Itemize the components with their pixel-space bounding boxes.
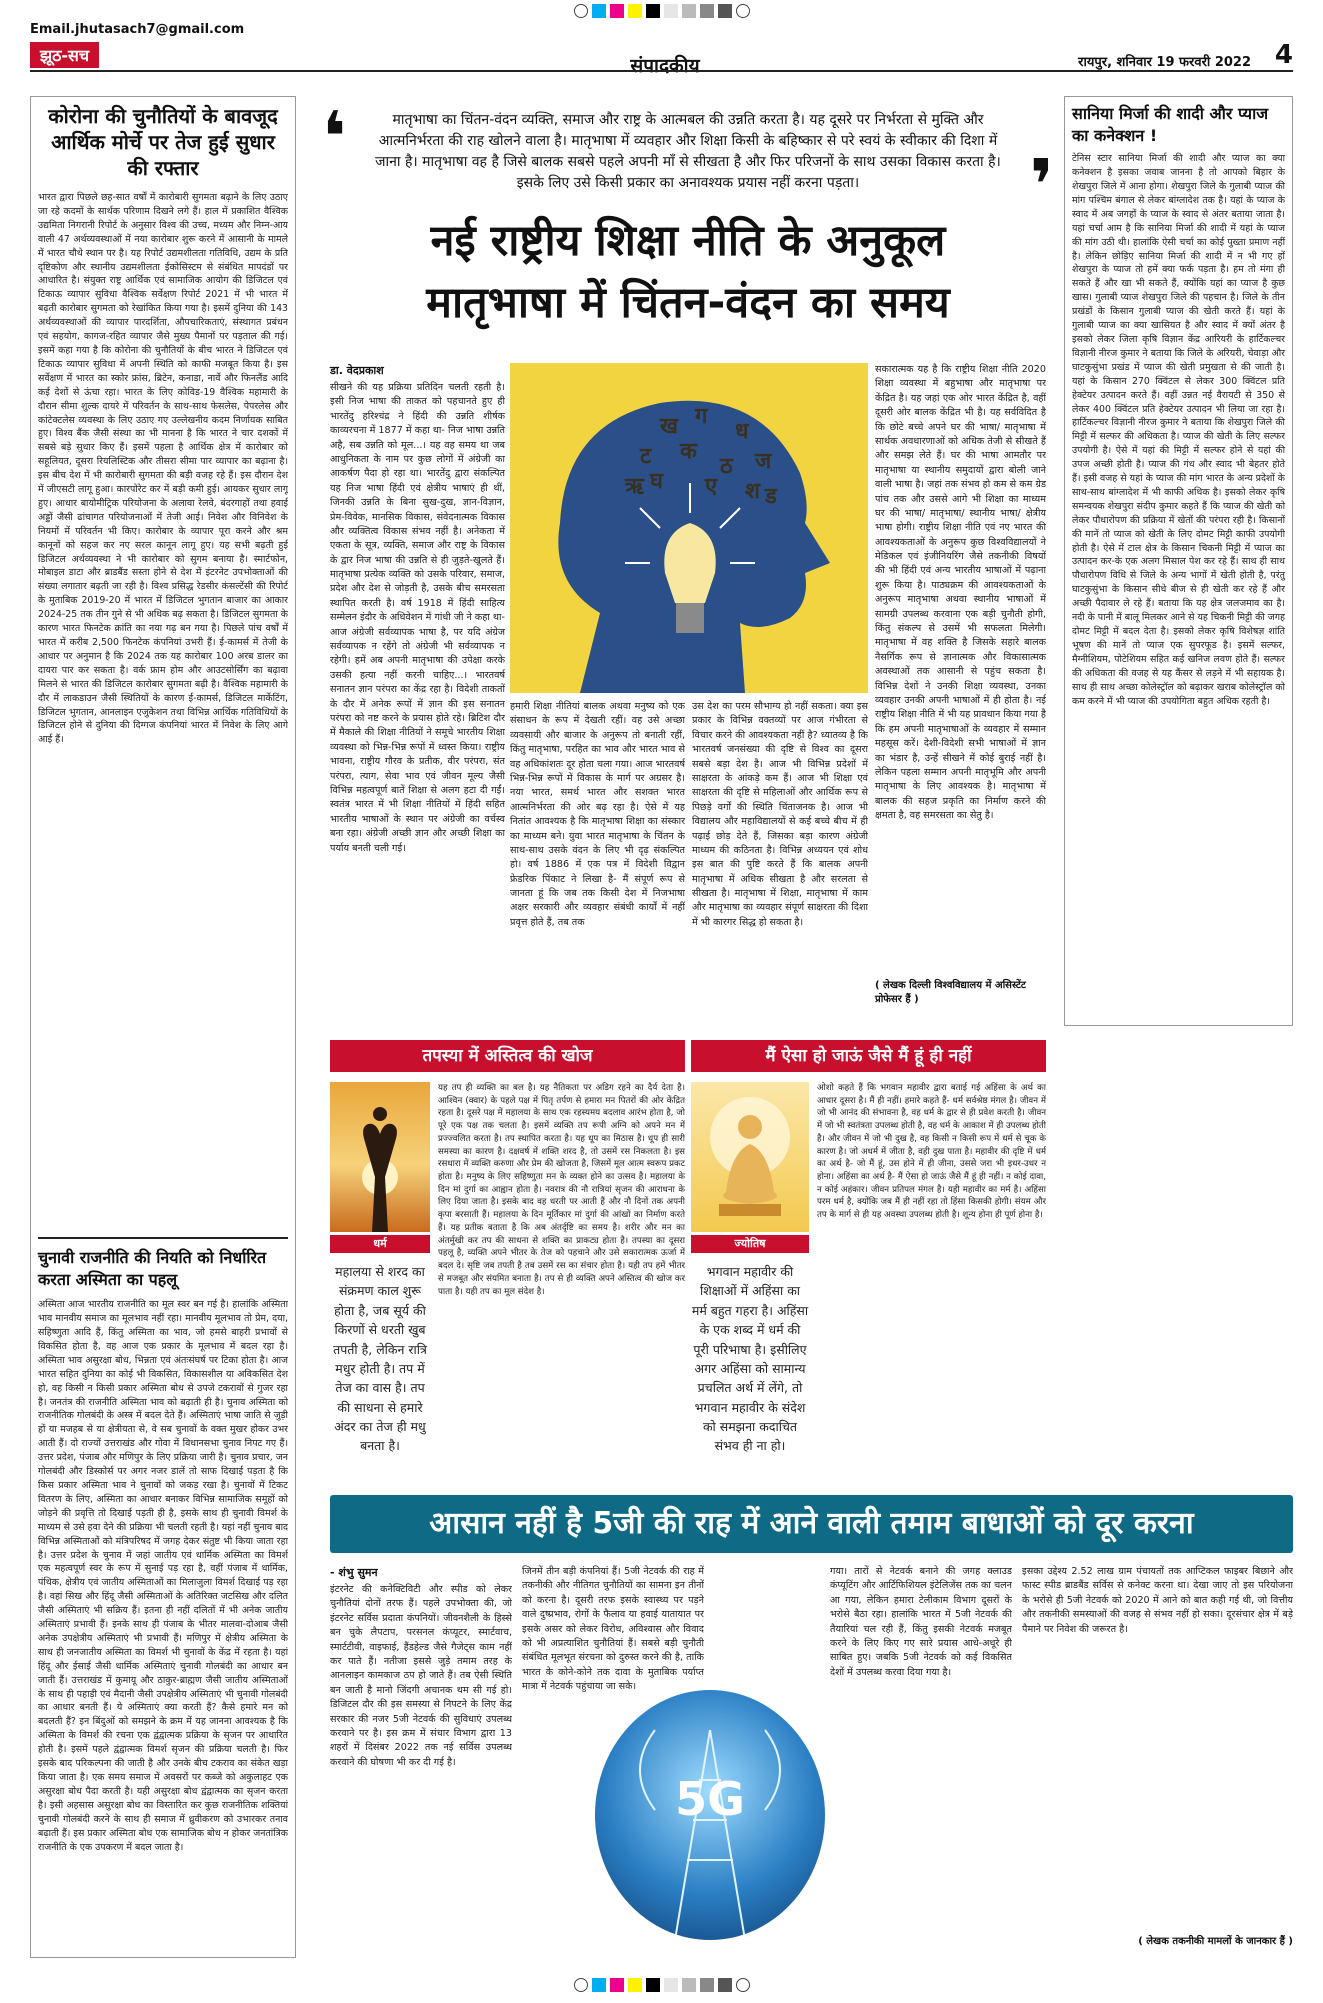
article-column: हमारी शिक्षा नीतियां बालक अथवा मनुष्य को एक संसाधन के रूप में देखती रहीं। वह उसे अच्छा व्यवसायी और बाजार के अनुरूप तो बनाती रहीं, किंतु मातृभाषा, परहित का भाव और भारत भाव से वह अधिकांशतः दूर होता चला गया। आज भारतवर्ष भिन्न-भिन्न रूपों में विकास के मार्ग पर अग्रसर है। नया भारत, समर्थ भारत और सशक्त भारत आत्मनिर्भरता की ओर बढ़ रहा है। ऐसे में यह नितांत आवश्यक है कि मातृभाषा शिक्षा का संस्कार का माध्यम बने। युवा भारत मातृभाषा के चिंतन के साथ-साथ उसके वंदन के लिए भी दृढ़ संकल्पित हो। वर्ष 1886 में एक पत्र में विदेशी विद्वान फ्रेडरिक पिंकाट ने लिखा है- मैं संपूर्ण रूप से जानता हूं कि जब तक किसी देश में निजभाषा अक्षर सरकारी और व्यवहार संबंधी कार्यों में नहीं प्रवृत्त होते हैं, तब तक bbox=[510, 701, 685, 928]
story-body: भारत द्वारा पिछले छह-सात वर्षों में कारोबारी सुगमता बढ़ाने के लिए उठाए जा रहे कदमों के सार्थक परिणाम दिखने लगे हैं। हाल में प्रकाशित वैश्विक उद्यमिता निगरानी रिपोर्ट के अनुसार विश्व की उच्च, मध्यम और निम्न-आय वाली 47 अर्थव्यवस्थाओं में नया कारोबार शुरू करने में आसानी के मामले में भारत चौथे स्थान पर है। यह रिपोर्ट उद्यमशीलता गतिविधि, उद्यम के प्रति दृष्टिकोण और स्थानीय उद्यमशीलता ईकोसिस्टम से संबंधित मापदंडों पर आधारित है। संयुक्त राष्ट्र आर्थिक एवं सामाजिक आयोग की डिजिटल एवं टिकाऊ व्यापार सुविधा वैश्विक सर्वेक्षण रिपोर्ट 2021 में भी भारत में बढ़ती कारोबार सुगमता को रेखांकित किया गया है। इसमें दुनिया की 143 अर्थव्यवस्थाओं की व्यापार पारदर्शिता, औपचारिकताएं, संस्थागत प्रबंधन एवं सहयोग, कागज-रहित व्यापार जैसे मुख्य पैमानों पर पड़ताल की गई। इसमें कहा गया है कि कोरोना की चुनौतियों के बीच भारत ने डिजिटल एवं टिकाऊ व्यापार सुविधा में अपनी स्थिति को काफी मजबूत किया है। इस सर्वेक्षण में भारत का स्कोर फ्रांस, ब्रिटेन, कनाडा, नार्वे और फिनलैंड आदि कई देशों से ऊंचा रहा। भारत के लिए कोविड-19 वैश्विक महामारी के दौरान सीमा शुल्क दायरे में परिवर्तन के साथ-साथ फेसलेस, पेपरलेस और कांटेक्टलेस व्यवस्था के लिए उठाए गए उल्लेखनीय कदम निर्णायक साबित हुए। विश्व बैंक जैसी संस्था का भी मानना है कि भारत ने चार दशकों में सबसे बड़े सुधार किए हैं। इसमें पहला है आर्थिक क्षेत्र में कारोबार को सहूलियत, दूसरा रियलिस्टिक और तीसरा सीमा पार व्यापार का बढ़ाना है। इस बीच देश में भी कारोबारी सुगमता की बड़ी वजह रहे हैं। इस दौरान देश में जीएसटी लागू हुआ। कारपोरेट कर में बड़ी कमी हुई। आयकर सुधार लागू हुए। आधार बायोमीट्रिक परियोजना के अलावा रेलवे, बंदरगाहों तथा हवाई अड्डों जैसी ढांचागत परियोजनाओं में तेजी आई। निवेश और विनिवेश के नियमों में परिवर्तन भी किए। कारोबार के व्यापार पूरा करने और श्रम कानूनों को सहज कर नए सरल कानून लागू हुए। यह सभी बढ़ती हुई डिजिटल अर्थव्यवस्था ने भी कारोबार को सुगम बनाया है। स्मार्टफोन, मोबाइल डाटा और ब्राडबैंड सस्ता होने से देश में इंटरनेट उपभोक्ताओं की संख्या लगातार बढ़ती जा रही है। विश्व प्रसिद्ध रेडसीर कंसल्टेंसी की रिपोर्ट के मुताबिक 2019-20 में भारत में डिजिटल भुगतान बाजार का आकार 2024-25 तक तीन गुने से भी अधिक बढ़ सकता है। डिजिटल सुगमता के कारण भारत फिनटेक क्रांति का नया गढ़ बन गया है। पिछले पांच वर्षों में भारत में करीब 2,500 फिनटेक कंपनियां उभरी हैं। ई-कामर्स में तेजी के आधार पर अनुमान है कि 2024 तक यह कारोबार 100 अरब डालर का दायरा पार कर सकता है। वर्क फ्राम होम और आउटसोर्सिंग का बढ़ावा मिलने से भारत की डिजिटल कारोबार सुगमता बढ़ी है। वैश्विक महामारी के दौर में लाकडाउन जैसी स्थितियों के कारण ई-कामर्स, डिजिटल मार्केटिंग, डिजिटल भुगतान, आनलाइन एजुकेशन तथा विभिन्न आर्थिक गतिविधियों के डिजिटल होने से दुनिया की दिग्गज कंपनियां भारत में निवेश के लिए आगे आई हैं। bbox=[38, 192, 288, 746]
color-chip bbox=[628, 1978, 642, 1992]
section-label: संपादकीय bbox=[618, 55, 711, 77]
5g-article bbox=[330, 1495, 1293, 1958]
left-column bbox=[30, 96, 296, 1958]
author-note: ( लेखक दिल्ली विश्वविद्यालय में असिस्टेंट प्रोफेसर हैं ) bbox=[875, 980, 1026, 1005]
page-number: 4 bbox=[1274, 40, 1293, 70]
story-body: टेनिस स्टार सानिया मिर्जा की शादी और प्याज का क्या कनेक्शन है इसका जवाब जानना है तो आपको बिहार के शेखपुरा जिले में आना होगा। शेखपुरा जिले के गुलाबी प्याज की मांग पश्चिम बंगाल से लेकर बांग्लादेश तक है। यहां के प्याज के स्वाद में अब जगहों के प्याज के स्वाद से अंतर बताया जाता है। यहां चर्चा आम है कि सानिया मिर्जा की शादी में यहां के प्याज की मांग उठी थी। हालांकि ऐसी चर्चा का कोई पुख्ता प्रमाण नहीं है। लेकिन छोड़िए सानिया मिर्जा की शादी में न भी गए हों शेखपुरा के प्याज तो हमें क्या फर्क पड़ता है। हम तो मंगा ही सकते हैं और खा भी सकते हैं, क्योंकि यहां का प्याज है कुछ खास। गुलाबी प्याज शेखपुरा जिले की पहचान है। जिले के तीन प्रखंडों के किसान गुलाबी प्याज की खेती करते हैं। यहां के गुलाबी प्याज का क्या खासियत है और स्वाद में क्यों अंतर है इसको लेकर जिला कृषि विज्ञान केंद्र आरियरी के हार्टिकल्चर विज्ञानी नीरज कुमार ने बताया कि जिले के अरियरी, चेवाड़ा और घाटकुसुंभा प्रखंड में प्याज की खेती प्रमुखता से की जाती है। यहां के किसान 270 क्विंटल से लेकर 300 क्विंटल प्रति हेक्टेयर उत्पादन करते हैं। वहीं उन्नत नई वैरायटी से 350 से लेकर 400 क्विंटल प्रति हेक्टेयर उत्पादन भी लिया जा रहा है। हार्टिकल्चर विज्ञानी नीरज कुमार ने बताया कि शेखपुरा जिले की मिट्टी में सल्फर की अधिकता है। प्याज की खेती के लिए सल्फर उपयोगी है। ऐसे में यहां की मिट्टी में सल्फर होने से यहां की उपज अच्छी होती है। प्याज की गंध और स्वाद भी बेहतर होते हैं। इसी वजह से यहां के प्याज की मांग भारत के अन्य प्रदेशों के साथ-साथ बांग्लादेश में भी काफी अधिक है। इसको लेकर कृषि समन्वयक शेखपुरा संदीप कुमार कहते हैं कि प्याज की खेती को लेकर पौधारोपण की प्रक्रिया में खेतों की परंपरा रही है। किसानों की मानें तो प्याज को खेती के लिए दोमट मिट्टी काफी उपयोगी होती है। ऐसे में टाल क्षेत्र के किसान चिकनी मिट्टी में प्याज का उत्पादन कर-के एक अलग मिसाल पेश कर रहे हैं। साथ ही साथ पौधारोपण विधि से जिले के अन्य भागों में खेती होती है, परंतु घाटकुसुंभा के किसान सीधे बीज से ही खेती कर रहे हैं और अच्छी पैदावार ले रहे हैं। बताया कि यह क्षेत्र जलजमाव का है। नदी के पानी में बालू मिलकर आने से यह चिकनी मिट्टी की जगह दोमट मिट्टी में बदल देता है। इसको लेकर कृषि विशेषज्ञ शांति भूषण की मानें तो प्याज एक सुपरफूड है। इसमें सल्फर, मैग्नीशियम, पोटेशियम सहित कई खनिज लवण होते हैं। सल्फर की अधिकता की वजह से यह कैंसर से लड़ने में भी सहायक है। साथ ही साथ अच्छा कोलेस्ट्रॉल को बढ़ाकर खराब कोलेस्ट्रॉल को कम करने में भी प्याज की उपयोगिता बहुत अधिक रहती है। bbox=[1072, 153, 1285, 707]
story-title: चुनावी राजनीति की नियति को निर्धारित करता अस्मिता का पहलू bbox=[38, 1237, 288, 1290]
svg-text:ध: ध bbox=[735, 419, 749, 444]
close-quote-icon: ❜ bbox=[1029, 144, 1054, 226]
section-label-wrap bbox=[450, 46, 880, 77]
color-chip bbox=[718, 4, 732, 18]
color-chip bbox=[700, 1978, 714, 1992]
paper-name: झूठ-सच bbox=[30, 42, 99, 68]
category-tag: ज्योतिष bbox=[691, 1235, 809, 1253]
color-chip bbox=[664, 4, 678, 18]
author-byline: - शंभु सुमन bbox=[330, 1566, 378, 1579]
article-column: जिनमें तीन बड़ी कंपनियां हैं। 5जी नेटवर्क की राह में तकनीकी और नीतिगत चुनौतियों का सामना इन तीनों को करना है। दूसरी तरफ इसके स्वास्थ्य पर पड़ने वाले दुष्प्रभाव, रोगों के फैलाव या हवाई यातायात पर इसके असर को लेकर विरोध, अविश्वास और विवाद को भी अप्रत्याशित चुनौतियां हैं। सबसे बड़ी चुनौती संबंधित मूलभूत संरचना को दुरुस्त करने की है, ताकि भारत के कोने-कोने तक दावा के मुताबिक पर्याप्त मात्रा में नेटवर्क पहुंचाया जा सके। bbox=[522, 1566, 704, 1693]
registration-mark bbox=[736, 1978, 750, 1992]
5g-label: 5G bbox=[675, 1772, 745, 1826]
story-title: आसान नहीं है 5जी की राह में आने वाली तमाम बाधाओं को दूर करना bbox=[330, 1495, 1293, 1553]
color-chip bbox=[682, 4, 696, 18]
story-title: तपस्या में अस्तित्व की खोज bbox=[330, 1040, 685, 1072]
svg-text:ड: ड bbox=[765, 484, 777, 509]
color-chip bbox=[628, 4, 642, 18]
registration-mark bbox=[574, 4, 588, 18]
color-chip bbox=[646, 1978, 660, 1992]
meditation-silhouette-icon bbox=[330, 1082, 430, 1232]
edition-date: रायपुर, शनिवार 19 फरवरी 2022 bbox=[1078, 55, 1251, 70]
spiritual-section bbox=[330, 1040, 1046, 1480]
pull-quote-text: मातृभाषा का चिंतन-वंदन व्यक्ति, समाज और राष्ट्र के आत्मबल की उन्नति करता है। यह दूसरे पर निर्भरता से मुक्ति और आत्मनिर्भरता की राह खोलने वाला है। मातृभाषा में व्यवहार और शिक्षा किसी के बहिष्कार से परे स्वयं के स्वीकार की दिशा में जाना है। मातृभाषा वह है जिसे बालक सबसे पहले अपनी माँ से सीखता है और फिर परिजनों के साथ उसका विकास करता है। इसके लिए उसे किसी प्रकार का अनावश्यक प्रयास नहीं करना पड़ता। bbox=[375, 112, 1001, 191]
article-column: इसका उद्देश्य 2.52 लाख ग्राम पंचायतों तक आप्टिकल फाइबर बिछाने और फास्ट स्पीड ब्राडबैंड सर्विस से कनेक्ट करना था। देखा जाए तो इस परियोजना के भरोसे ही 5जी नेटवर्क को 2020 में आने को बात कही गई थी, जो वित्तीय और तकनीकी समस्याओं की वजह से संभव नहीं हो सका। दूरसंचार क्षेत्र में बड़े पैमाने पर निवेश की जरूरत है। bbox=[1022, 1566, 1293, 1635]
headline-line: मातृभाषा में चिंतन-वंदन का समय bbox=[426, 278, 950, 329]
tapasya-article bbox=[330, 1040, 685, 1480]
svg-text:ख: ख bbox=[660, 414, 678, 439]
main-article bbox=[330, 355, 1046, 1015]
svg-text:श: श bbox=[745, 479, 760, 504]
color-chip bbox=[592, 4, 606, 18]
svg-text:ठ: ठ bbox=[720, 454, 733, 479]
5g-tower-image bbox=[595, 1690, 825, 1940]
page-headline bbox=[330, 210, 1046, 335]
category-tag: धर्म bbox=[330, 1235, 430, 1253]
mahavir-article bbox=[691, 1040, 1046, 1480]
svg-text:घ: घ bbox=[650, 469, 664, 494]
mahavir-photo bbox=[691, 1082, 809, 1232]
color-chip bbox=[718, 1978, 732, 1992]
open-quote-icon: ❛ bbox=[322, 96, 347, 178]
masthead-email: Email.jhutasach7@gmail.com bbox=[30, 22, 245, 37]
author-note: ( लेखक तकनीकी मामलों के जानकार हैं ) bbox=[1138, 1936, 1293, 1947]
sunset-photo bbox=[330, 1082, 430, 1232]
color-chip bbox=[682, 1978, 696, 1992]
article-column: यह तप ही व्यक्ति का बल है। यह नैतिकता पर अडिग रहने का दैर्य देता है। आश्विन (क्वार) के पहले पक्ष में पितृ तर्पण से हमारा मन पितरों की ओर केंद्रित रहता है। दूसरे पक्ष में महालया के साथ एक रहस्यमय बदलाव आरंभ होता है, जो पूरे एक पक्ष तक चलता है। इसमें व्यक्ति तप रूपी अग्नि को अपने मन में प्रज्ज्वलित करता है। तप स्थापित करता है। यह धूप का मिठास है। धूप ही सारी समस्या का कारण है। दक्षवर्ष में शक्ति शरद है, तो उसमें रस निकलता है। इस रसधारा में व्यक्ति करुणा और प्रेम की खोजता है, जिसमें मूल आत्म स्वरूप प्रकट होता है। मनुष्य के लिए सहिष्णुता मन के व्यक्त होने का उत्सव है। महालया के दिन मां दुर्गा का आह्वान होता है। नवरात्र की नौ रात्रियां सृजन की आराधना के लिए दिया जाता है। इसके बाद वह धरती पर आती हैं और नौ दिनों तक अपनी कृपा बरसाती हैं। महालया के दिन मूर्तिकार मां दुर्गा की आंखों का निर्माण करते हैं। यह प्रतीक बताता है कि अब अंतर्दृष्टि का समय है। शरीर और मन का अंतर्मुखी कर तप की साधना से शक्ति का प्राकट्य होता है। तपस्या का दूसरा पहलू है, व्यक्ति अपने भीतर के तेज को पहचाने और उसे सकारात्मक ऊर्जा में बदल दे। सृष्टि जब तपती है तब उसमें रस का संचार होता है। यही तप हमें भीतर से मजबूत और संयमित बनाता है। तप से ही व्यक्ति अपने अस्तित्व की खोज कर पाता है। यही तप का मूल संदेश है। bbox=[438, 1083, 685, 1297]
story-title: मैं ऐसा हो जाऊं जैसे मैं हूं ही नहीं bbox=[691, 1040, 1046, 1072]
article-column: उस देश का परम सौभाग्य हो नहीं सकता। क्या इस प्रकार के विभिन्न वक्तव्यों पर आज गंभीरता से विचार करने की आवश्यकता नहीं है? ध्यातव्य है कि भारतवर्ष जनसंख्या की दृष्टि से विश्व का दूसरा सबसे बड़ा देश है। आज भी विभिन्न प्रदेशों में साक्षरता के आंकड़े कम हैं। आज भी शिक्षा एवं साक्षरता की दृष्टि से महिलाओं और आर्थिक रूप से पिछड़े वर्गों की स्थिति चिंताजनक है। आज भी विद्यालय और महाविद्यालयों से कई बच्चे बीच में ही पढ़ाई छोड़ देते हैं, जिसका बड़ा कारण अंग्रेजी माध्यम की कठिनता है। विभिन्न अध्ययन एवं शोध इस बात की पुष्टि करते हैं कि बालक अपनी मातृभाषा में अधिक सीखता है और सरलता से सीखता है। मातृभाषा में शिक्षा, मातृभाषा में काम और मातृभाषा का व्यवहार संपूर्ण साक्षरता की दिशा में भी कारगर सिद्ध हो सकता है। bbox=[692, 701, 868, 928]
right-column bbox=[1064, 96, 1293, 1026]
headline-line: नई राष्ट्रीय शिक्षा नीति के अनुकूल bbox=[430, 216, 946, 266]
story-title: सानिया मिर्जा की शादी और प्याज का कनेक्शन ! bbox=[1072, 104, 1269, 145]
cell-tower-icon bbox=[595, 1690, 825, 1940]
author-byline: डा. वेदप्रकाश bbox=[330, 364, 384, 377]
story-title: कोरोना की चुनौतियों के बावजूद आर्थिक मोर्चे पर तेज हुई सुधार की रफ्तार bbox=[48, 104, 278, 180]
svg-text:ए: ए bbox=[705, 474, 718, 499]
top-color-bar bbox=[30, 4, 1293, 18]
color-chip bbox=[700, 4, 714, 18]
masthead bbox=[30, 22, 1293, 77]
svg-text:ऋ: ऋ bbox=[625, 474, 644, 499]
registration-mark bbox=[574, 1978, 588, 1992]
article-column: गया। तारों से नेटवर्क बनाने की जगह क्लाउड कंप्यूटिंग और आर्टिफिशियल इंटेलिजेंस तक का चलन आ गया, लेकिन हमारा टेलीकाम विभाग दूसरों के भरोसे बैठा रहा। हालांकि भारत में 5जी नेटवर्क की तैयारियां चल रही हैं, किंतु इसकी नेटवर्क मजबूत करने के लिए किए गए सारे प्रयास आधे-अधूरे ही साबित हुए। जबकि 5जी नेटवर्क को कई विकसित देशों में उपलब्ध करवा दिया गया है। bbox=[830, 1566, 1012, 1678]
pull-caption: महालया से शरद का संक्रमण काल शुरू होता है, जब सूर्य की किरणों से धरती खुब तपती है, लेकिन रात्रि मधुर होती है। तप में तेज का वास है। तप की साधना से हमारे अंदर का तेज ही मधु बनता है। bbox=[333, 1264, 427, 1454]
pull-caption: भगवान महावीर की शिक्षाओं में अहिंसा का मर्म बहुत गहरा है। अहिंसा के एक शब्द में धर्म की पूरी परिभाषा है। इसीलिए अगर अहिंसा को सामान्य प्रचलित अर्थ में लेंगे, तो भगवान महावीर के संदेश को समझना कदाचित संभव ही ना हो। bbox=[691, 1264, 809, 1454]
svg-text:ज: ज bbox=[755, 449, 772, 474]
masthead-rule bbox=[30, 70, 1293, 72]
meditating-figure-icon bbox=[691, 1082, 809, 1232]
color-chip bbox=[610, 1978, 624, 1992]
head-silhouette-icon bbox=[510, 363, 868, 693]
svg-text:ट: ट bbox=[640, 444, 652, 469]
head-silhouette-illustration bbox=[510, 363, 868, 693]
color-chip bbox=[592, 1978, 606, 1992]
pull-quote bbox=[322, 96, 1054, 226]
story-body: अस्मिता आज भारतीय राजनीति का मूल स्वर बन गई है। हालांकि अस्मिता भाव मानवीय समाज का मूलभाव नहीं रहा। मानवीय मूलभाव तो प्रेम, दया, सहिष्णुता आदि हैं, किंतु अस्मिता का भाव, जो हमसे बाहरी प्रभावों से विकसित होता है, वह आज एक प्रकार के मूलभाव में बदल रहा है। अस्मिता भाव असुरक्षा बोध, भिन्नता एवं अंतःसंघर्ष पर टिका होता है। आज भारत सहित दुनिया का कोई भी विकसित, विकासशील या अविकसित देश हो, वह किसी न किसी प्रकार अस्मिता बोध से उपजे टकरावों से गुजर रहा है। जनतंत्र की राजनीति अस्मिता भाव को बढ़ाती ही है। चुनाव अस्मिता को राजनीतिक गोलबंदी के अस्त्र में बदल देते हैं। अस्मिताएं भाषा जाति से जुड़ी हों या मजहब से या क्षेत्रीयता से, वे सब चुनावों के वक्त मुखर होकर उभर आती हैं। दो राज्यों उत्तराखंड और गोवा में विधानसभा चुनाव निपट गए हैं। उत्तर प्रदेश, पंजाब और मणिपुर के लिए प्रक्रिया जारी है। चुनाव प्रचार, जन गोलबंदी और डिस्कोर्स पर अगर नजर डालें तो साफ दिखाई पड़ता है कि किस प्रकार अस्मिता भाव ने चुनावों को जकड़ रखा है। चुनावों में टिकट वितरण के लिए, अस्मिता का आधार बनाकर विभिन्न सामाजिक समूहों को जोड़ने की प्रवृत्ति तो दिखाई पड़ती ही है, इसके साथ ही चुनावी विमर्श के माध्यम से उसे हवा देने की प्रक्रिया भी चलती रहती है। यहां नहीं चुनाव बाद विभिन्न अस्मिताओं को मंत्रिपरिषद में जगह देकर संतुष्ट भी किया जाता रहा है। उत्तर प्रदेश के चुनाव में जहां जातीय एवं धार्मिक अस्मिता का विमर्श एक महत्वपूर्ण स्वर के रूप में सुनाई पड़ रहा है, वहीं पंजाब में धार्मिक, पंथिक, क्षेत्रीय एवं जातीय अस्मिताओं का मिलाजुला विमर्श दिखाई पड़ रहा है। वहां सिख और हिंदू जैसी अस्मिताओं के अतिरिक्त जटसिख और दलित जैसी अस्मिताएं भी सक्रिय हैं। इतना ही नहीं दलितों में भी अनेक जातीय अस्मिताएं प्रभावी हैं। इनके साथ ही पंजाब के भीतर मालवा-दोआब जैसी अनेक उपक्षेत्रीय अस्मिताएं भी प्रभावी हैं। मणिपुर में क्षेत्रीय अस्मिता के साथ ही जनजातीय अस्मिता का विमर्श भी चुनावों के केंद्र में रहता है। यहां हिंदू और ईसाई जैसी धार्मिक अस्मिताएं चुनावी गोलबंदी का आधार बन जाती हैं। उत्तराखंड में कुमायू और ठाकुर-ब्राह्मण जैसी जातीय अस्मिताओं के साथ ही पहाड़ी एवं मैदानी जैसी उपक्षेत्रीय अस्मिताएं भी चुनावी गोलबंदी का आधार बनती हैं। ये अस्मिताएं क्या करती हैं? कैसे हमारे मन को बदलती हैं? इन बिंदुओं को समझने के क्रम में यह जानना आवश्यक है कि अस्मिता के विमर्श की रचना एक द्वंद्वात्मक प्रक्रिया के सृजन पर आधारित होती है। इसमें पहले द्वंद्वात्मक विमर्श सृजन की प्रक्रिया चलती है। फिर इसके बाद परिकल्पना की जाती है और उनके बीच टकराव का संकेत खड़ा किया जाता है। एक समय समाज में अवसरों पर कब्जे को अकुलाहट एक असुरक्षा बोध पैदा करती है। यही असुरक्षा बोध द्वंद्वात्मक का सृजन करता है। इसी अहसास असुरक्षा बोध का विस्तारित कर कुछ राजनीतिक शक्तियां चुनावी गोलबंदी करने के साथ ही समाज में ध्रुवीकरण को उभारकर तनाव बढ़ाती हैं। इस प्रकार अस्मिता बोध एक सामाजिक बोध न होकर जनतांत्रिक राजनीति के एक उपकरण में बदल जाता है। bbox=[38, 1299, 288, 1853]
bottom-color-bar bbox=[30, 1978, 1293, 1992]
article-column-fragment bbox=[522, 1720, 592, 1950]
color-chip bbox=[610, 4, 624, 18]
color-chip bbox=[646, 4, 660, 18]
svg-text:ग: ग bbox=[695, 404, 708, 429]
svg-text:क: क bbox=[680, 439, 697, 464]
registration-mark bbox=[736, 4, 750, 18]
article-column: इंटरनेट की कनेक्टिविटी और स्पीड को लेकर चुनौतियां दोनों तरफ हैं। पहले उपभोक्ता की, जो इंटरनेट सर्विस प्रदाता कंपनियों। जीवनशैली के हिस्से बन चुके लैपटाप, परसनल कंप्यूटर, स्मार्टवाच, स्मार्टटीवी, वाइफाई, हैंडहेल्ड जैसे गैजेट्स काम नहीं कर पाते हैं। नतीजा इससे जुड़े तमाम तरह के आनलाइन कामकाज ठप हो जाते हैं। तब ऐसी स्थिति बन जाती है मानो जिंदगी अचानक थम सी गई हो। डिजिटल दौर की इस समस्या से निपटने के लिए केंद्र सरकार की नजर 5जी नेटवर्क की सुविधाएं उपलब्ध करवाने पर है। इस क्रम में संचार विभाग द्वारा 13 शहरों में दिसंबर 2022 तक नई सर्विस उपलब्ध करवाने की घोषणा भी कर दी गई है। bbox=[330, 1584, 512, 1768]
color-chip bbox=[664, 1978, 678, 1992]
article-column: सीखने की यह प्रक्रिया प्रतिदिन चलती रहती है। इसी निज भाषा की ताकत को पहचानते हुए ही भारतेंदु हरिश्चंद्र ने हिंदी की उन्नति शीर्षक काव्यरचना में 1877 में कहा था- निज भाषा उन्नति अहै, सब उन्नति को मूल...। यह वह समय था जब आधुनिकता के नाम पर कुछ लोगों में अंग्रेजी का आकर्षण पैदा हो रहा था। भारतेंदु द्वारा संकल्पित यह निज भाषा हिंदी एवं क्षेत्रीय भाषाएं ही थीं, जिनकी उन्नति के बिना सुख-दुख, ज्ञान-विज्ञान, प्रेम-विवेक, मानसिक विकास, संवेदनात्मक विकास और व्यक्तित्व विकास संभव नहीं है। अनेकता में एकता के सूत्र, व्यक्ति, समाज और राष्ट्र के विकास के द्वार निज भाषा की उन्नति से ही जुड़ते-खुलते हैं। मातृभाषा प्रत्येक व्यक्ति को उसके परिवार, समाज, प्रदेश और देश से जोड़ती है, उसके बीच समरसता स्थापित करती है। वर्ष 1918 में हिंदी साहित्य सम्मेलन इंदौर के अधिवेशन में गांधी जी ने कहा था- आज अंग्रेजी सर्वव्यापक भाषा है, पर यदि अंग्रेज सर्वव्यापक न रहेंगे तो अंग्रेजी भी सर्वव्यापक न रहेगी। हमें अब अपनी मातृभाषा की उपेक्षा करके उसकी हत्या नहीं करनी चाहिए...। भारतवर्ष सनातन ज्ञान परंपरा का केंद्र रहा है। विदेशी ताकतों के दौर में अनेक रूपों में ज्ञान की इस सनातन परंपरा को नष्ट करने के प्रयास होते रहे। ब्रिटिश दौर में मैकाले की शिक्षा नीतियों ने समूचे भारतीय शिक्षा व्यवस्था को भिन्न-भिन्न रूपों में ध्वस्त किया। राष्ट्रीय भावना, राष्ट्रीय गौरव के प्रतीक, वीर परंपरा, संत परंपरा, त्याग, सेवा भाव एवं जीवन मूल्य जैसी विभिन्न महत्वपूर्ण बातें शिक्षा से अलग हटा दी गईं। स्वतंत्र भारत में भी शिक्षा नीतियों में हिंदी सहित भारतीय भाषाओं के स्थान पर अंग्रेजी का वर्चस्व बना रहा। अंग्रेजी अच्छी ज्ञान और अच्छी शिक्षा का पर्याय बनती चली गई। bbox=[330, 382, 505, 854]
article-column: ओशो कहते हैं कि भगवान महावीर द्वारा बताई गई अहिंसा के अर्थ का आधार दूसरा है। मैं ही नहीं। हमारे कहते हैं- धर्म सर्वश्रेष्ठ मंगल है। जीवन में जो भी आनंद की संभावना है, वह धर्म के द्वार से ही प्रवेश करती है। जीवन में जो भी स्वतंत्रता उपलब्ध होती है, वह धर्म के आकाश में ही उपलब्ध होती है। और जीवन में जो भी दुख है, वह किसी न किसी रूप में धर्म से चूक के कारण है। जो अधर्म में जीता है, वही दुख पाता है। महावीर की दृष्टि में धर्म का अर्थ है- जो मैं हूं, उस होने में ही जीना, उससे जरा भी इधर-उधर न होना। अहिंसा का अर्थ है- मैं ऐसा हो जाऊं जैसे मैं हूं ही नहीं। न कोई दावा, न कोई अहंकार। जीवन प्रतिपल मंगल है। यही महावीर का मर्म है। अहिंसा परम धर्म है, क्योंकि जब मैं ही नहीं रहा तो हिंसा किसकी होगी। संयम और तप के मार्ग से ही यह अवस्था उपलब्ध होती है। शून्य होना ही पूर्ण होना है। bbox=[817, 1083, 1046, 1221]
article-column: सकारात्मक यह है कि राष्ट्रीय शिक्षा नीति 2020 शिक्षा व्यवस्था में बहुभाषा और मातृभाषा पर केंद्रित है। यह जहां एक ओर भारत केंद्रित है, वहीं दूसरी ओर बालक केंद्रित भी है। यह सर्वविदित है कि छोटे बच्चे अपने घर की भाषा/ मातृभाषा में सार्थक अवधारणाओं को अधिक तेजी से सीखते हैं और समझ लेते हैं। घर की भाषा आमतौर पर मातृभाषा या स्थानीय समुदायों द्वारा बोली जाने वाली भाषा है। जहां तक संभव हो कम से कम ग्रेड पांच तक और उससे आगे भी शिक्षा का माध्यम घर की भाषा/ मातृभाषा/ स्थानीय भाषा/ क्षेत्रीय भाषा होगी। राष्ट्रीय शिक्षा नीति एवं नए भारत की आवश्यकताओं के अनुरूप कुछ विश्वविद्यालयों ने मेडिकल एवं इंजीनियरिंग जैसे तकनीकी विषयों की भी हिंदी एवं अन्य भारतीय भाषाओं में पढ़ाना शुरू किया है। पाठ्यक्रम की आवश्यकताओं के अनुरूप मातृभाषा अथवा स्थानीय भाषाओं में सामग्री उपलब्ध करवाना एक बड़ी चुनौती होगी, किंतु संकल्प से उसमें भी सफलता मिलेगी। मातृभाषा में वह शक्ति है जिसके सहारे बालक नैसर्गिक रूप से ज्ञानात्मक और विकासात्मक अवस्थाओं तक आसानी से पहुंच सकता है। विभिन्न देशों ने उनकी शिक्षा व्यवस्था, उनका व्यवहार उनकी अपनी भाषाओं में ही होता है। नई राष्ट्रीय शिक्षा नीति में भी यह प्रावधान किया गया है कि हम अपनी मातृभाषाओं के व्यवहार में सम्मान महसूस करें। देशी-विदेशी सभी भाषाओं में ज्ञान का भंडार है, उन्हें सीखने में कोई बुराई नहीं है। लेकिन पहला सम्मान अपनी मातृभूमि और अपनी मातृभाषा के लिए आवश्यक है। मातृभाषा में बालक की सहज प्रकृति का निर्माण करने की क्षमता है, वह समरसता का सेतु है। bbox=[875, 364, 1046, 822]
